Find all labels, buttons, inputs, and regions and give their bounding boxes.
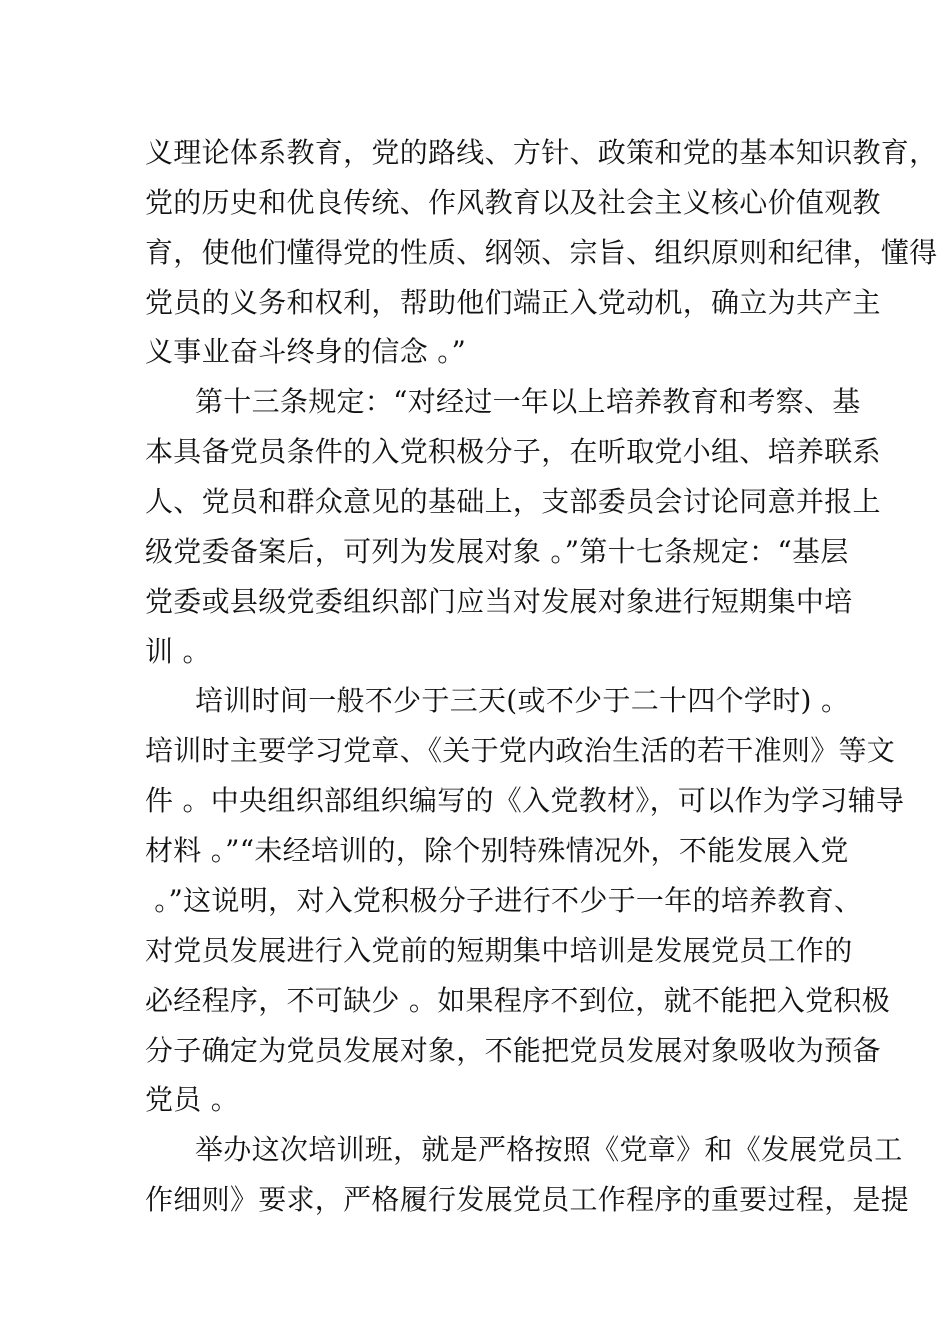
text-line: 培训时主要学习党章、《关于党内政治生活的若干准则》等文 — [145, 734, 896, 767]
paragraph-first-line: 举办这次培训班，就是严格按照《党章》和《发展党员工 — [195, 1133, 903, 1166]
text-line: 级党委备案后，可列为发展对象 。”第十七条规定：“基层 — [145, 535, 849, 568]
text-line: 党的历史和优良传统、作风教育以及社会主义核心价值观教 — [145, 186, 881, 219]
text-line: 分子确定为党员发展对象，不能把党员发展对象吸收为预备 — [145, 1034, 881, 1067]
text-line: 对党员发展进行入党前的短期集中培训是发展党员工作的 — [145, 934, 853, 967]
text-line: 人、党员和群众意见的基础上，支部委员会讨论同意并报上 — [145, 485, 881, 518]
paragraph-first-line: 培训时间一般不少于三天(或不少于二十四个学时) 。 — [195, 684, 850, 717]
text-line: 本具备党员条件的入党积极分子，在听取党小组、培养联系 — [145, 435, 881, 468]
text-line: 党员的义务和权利，帮助他们端正入党动机，确立为共产主 — [145, 286, 881, 319]
text-line: 必经程序，不可缺少 。如果程序不到位，就不能把入党积极 — [145, 984, 891, 1017]
text-line: 件 。中央组织部组织编写的《入党教材》，可以作为学习辅导 — [145, 784, 905, 817]
text-line: 党委或县级党委组织部门应当对发展对象进行短期集中培 — [145, 585, 853, 618]
text-line: 训 。 — [145, 635, 211, 668]
text-line: 材料 。”“未经培训的，除个别特殊情况外，不能发展入党 — [145, 834, 849, 867]
text-line: 作细则》要求，严格履行发展党员工作程序的重要过程，是提 — [145, 1183, 910, 1216]
text-line: 义理论体系教育，党的路线、方针、政策和党的基本知识教育， — [145, 136, 938, 169]
paragraph-first-line: 第十三条规定：“对经过一年以上培养教育和考察、基 — [195, 385, 861, 418]
text-line: 党员 。 — [145, 1083, 240, 1116]
text-line: 。”这说明，对入党积极分子进行不少于一年的培养教育、 — [145, 884, 863, 917]
text-line: 义事业奋斗终身的信念 。” — [145, 335, 467, 368]
text-line: 育，使他们懂得党的性质、纲领、宗旨、组织原则和纪律，懂得 — [145, 236, 938, 269]
